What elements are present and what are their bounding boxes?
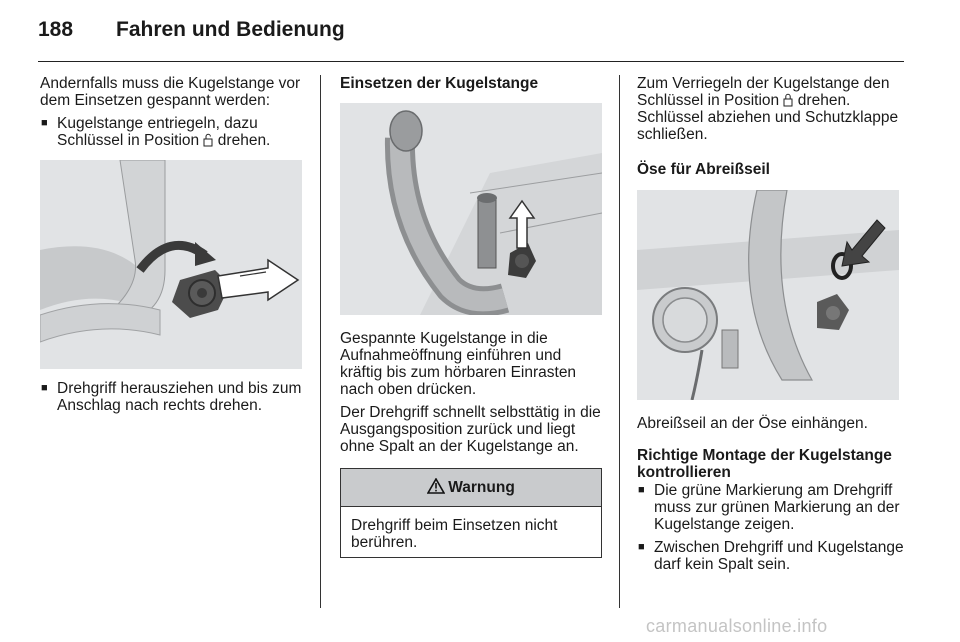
figure-insert-towbar	[340, 103, 602, 315]
warning-title: Warnung	[448, 479, 515, 496]
lock-closed-icon	[783, 92, 793, 109]
column-right	[637, 75, 905, 178]
bullet-item: ■ Zwischen Drehgriff und Kugelstange darf kein Spalt sein.	[637, 539, 905, 573]
bullet-item: ■ Die grüne Markierung am Drehgriff muss zur grünen Markierung an der Kugelstange zeigen.	[637, 482, 905, 533]
section-heading: Richtige Montage der Kugelstange kontrollieren	[637, 447, 892, 481]
watermark: carmanualsonline.info	[646, 616, 828, 636]
paragraph: Gespannte Kugelstange in die Aufnahmeöffnung einführen und kräftig bis zum hörbaren Einrasten nach oben drücken.	[340, 330, 577, 398]
column-left	[40, 75, 308, 149]
lock-open-icon	[203, 132, 213, 149]
section-heading: Einsetzen der Kugelstange	[340, 75, 539, 92]
paragraph: Zum Verriegeln der Kugelstange den Schlüssel in Position drehen. Schlüssel abziehen und Schutzklappe schließen.	[637, 75, 899, 143]
figure-breakaway-eyelet	[637, 190, 899, 400]
warning-header	[341, 469, 601, 507]
page-title: Fahren und Bedienung	[116, 18, 345, 41]
warning-box	[340, 468, 602, 558]
section-heading: Öse für Abreißseil	[637, 161, 770, 178]
page-header	[38, 0, 904, 62]
bullet-item: ■ Kugelstange entriegeln, dazu Schlüssel in Position drehen.	[40, 115, 308, 149]
column-middle-lower	[340, 330, 606, 455]
warning-text: Drehgriff beim Einsetzen nicht berühren.	[351, 517, 558, 551]
paragraph: Der Drehgriff schnellt selbsttätig in die Ausgangsposition zurück und liegt ohne Spalt an der Kugelstange an.	[340, 404, 601, 455]
column-right-lower	[637, 415, 905, 573]
column-divider	[320, 75, 321, 608]
figure-release-handle	[40, 160, 302, 369]
bullet-text: Kugelstange entriegeln, dazu Schlüssel in Position	[57, 115, 258, 149]
intro-text: Andernfalls muss die Kugelstange vor dem Einsetzen gespannt werden:	[40, 75, 301, 109]
paragraph: Abreißseil an der Öse einhängen.	[637, 415, 868, 432]
column-left-lower	[40, 380, 308, 414]
page-number: 188	[38, 18, 74, 41]
bullet-item: ■ Drehgriff herausziehen und bis zum Anschlag nach rechts drehen.	[40, 380, 308, 414]
column-middle	[340, 75, 606, 92]
column-divider	[619, 75, 620, 608]
warning-triangle-icon	[427, 469, 445, 507]
